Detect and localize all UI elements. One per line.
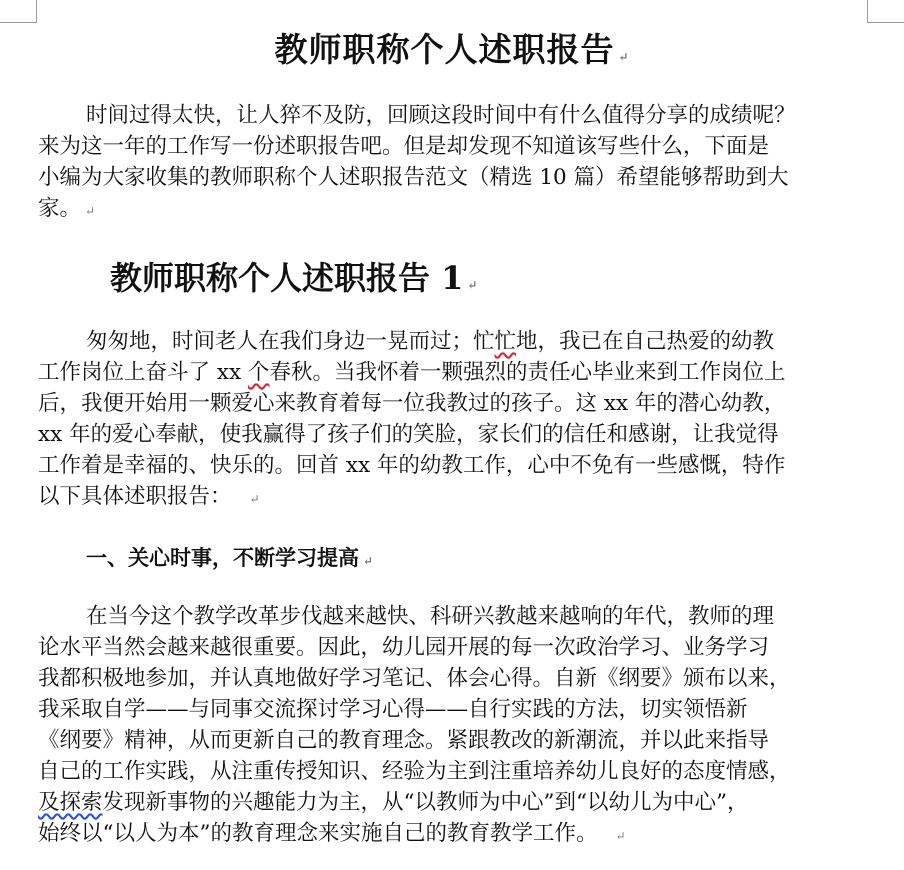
para2-line — [38, 787, 886, 818]
paragraph-mark-icon: ↵ — [363, 554, 374, 568]
para2-text: 始终以“以人为本”的教育理念来实施自己的教育教学工作。 — [38, 821, 598, 846]
grammar-underline: 及探索 — [38, 790, 103, 815]
intro-paragraph — [38, 100, 886, 227]
para1-text: 地，我已在自己热爱的幼教 — [516, 329, 775, 354]
paragraph-mark-icon: ↵ — [615, 829, 626, 843]
section-heading-text: 教师职称个人述职报告 1 — [110, 259, 464, 297]
para2-line: 《纲要》精神，从而更新自己的教育理念。紧跟教改的新潮流，并以此来指导 — [38, 728, 770, 753]
document-title — [0, 24, 904, 71]
para1-text: 春秋。当我怀着一颗强烈的责任心毕业来到工作岗位上 — [269, 360, 786, 385]
para1-text: 匆匆地，时间老人在我们身边一晃而过；忙 — [86, 329, 495, 354]
subheading — [86, 542, 373, 572]
crop-mark-top-right — [867, 0, 904, 23]
section-heading — [110, 253, 477, 299]
para1-line — [38, 481, 886, 515]
para2-line — [38, 818, 886, 852]
para1-line: 后，我便开始用一颗爱心来教育着每一位我教过的孩子。这 xx 年的潜心幼教， — [38, 391, 786, 416]
spellcheck-underline: 忙 — [494, 329, 517, 354]
para2-line: 我采取自学——与同事交流探讨学习心得——自行实践的方法，切实领悟新 — [38, 697, 748, 722]
intro-line-text: 家。 — [38, 196, 82, 221]
para2-line: 论水平当然会越来越很重要。因此，幼儿园开展的每一次政治学习、业务学习 — [38, 635, 770, 660]
intro-line: 来为这一年的工作写一份述职报告吧。但是却发现不知道该写些什么，下面是 — [38, 134, 770, 159]
para2-line: 在当今这个教学改革步伐越来越快、科研兴教越来越响的年代，教师的理 — [86, 604, 775, 629]
para2-line: 自己的工作实践，从注重传授知识、经验为主到注重培养幼儿良好的态度情感， — [38, 759, 791, 784]
paragraph-mark-icon: ↵ — [618, 50, 630, 64]
spellcheck-underline: 个 — [247, 360, 270, 385]
subheading-text: 一、关心时事，不断学习提高 — [86, 545, 359, 570]
para2-line: 我都积极地参加，并认真地做好学习笔记、体会心得。自新《纲要》颁布以来， — [38, 666, 791, 691]
para1-line — [38, 326, 886, 357]
intro-line: 小编为大家收集的教师职称个人述职报告范文（精选 10 篇）希望能够帮助到大 — [38, 165, 789, 190]
para1-text: 以下具体述职报告： — [38, 484, 232, 509]
body-paragraph-2 — [38, 601, 886, 852]
para1-text: 工作岗位上奋斗了 xx — [38, 360, 248, 385]
para1-line: xx 年的爱心奉献，使我赢得了孩子们的笑脸，家长们的信任和感谢，让我觉得 — [38, 422, 779, 447]
para1-line — [38, 357, 886, 388]
intro-line: 时间过得太快，让人猝不及防，回顾这段时间中有什么值得分享的成绩呢？ — [86, 103, 796, 128]
paragraph-mark-icon: ↵ — [467, 278, 478, 292]
crop-mark-top-left — [0, 0, 37, 23]
intro-line — [38, 193, 886, 227]
paragraph-mark-icon: ↵ — [85, 204, 96, 218]
paragraph-mark-icon: ↵ — [249, 492, 260, 506]
para1-line: 工作着是幸福的、快乐的。回首 xx 年的幼教工作，心中不免有一些感慨，特作 — [38, 453, 786, 478]
body-paragraph-1 — [38, 326, 886, 515]
document-title-text: 教师职称个人述职报告 — [274, 30, 615, 69]
para2-text: 发现新事物的兴趣能力为主，从“以教师为中心”到“以幼儿为中心”， — [102, 790, 749, 815]
